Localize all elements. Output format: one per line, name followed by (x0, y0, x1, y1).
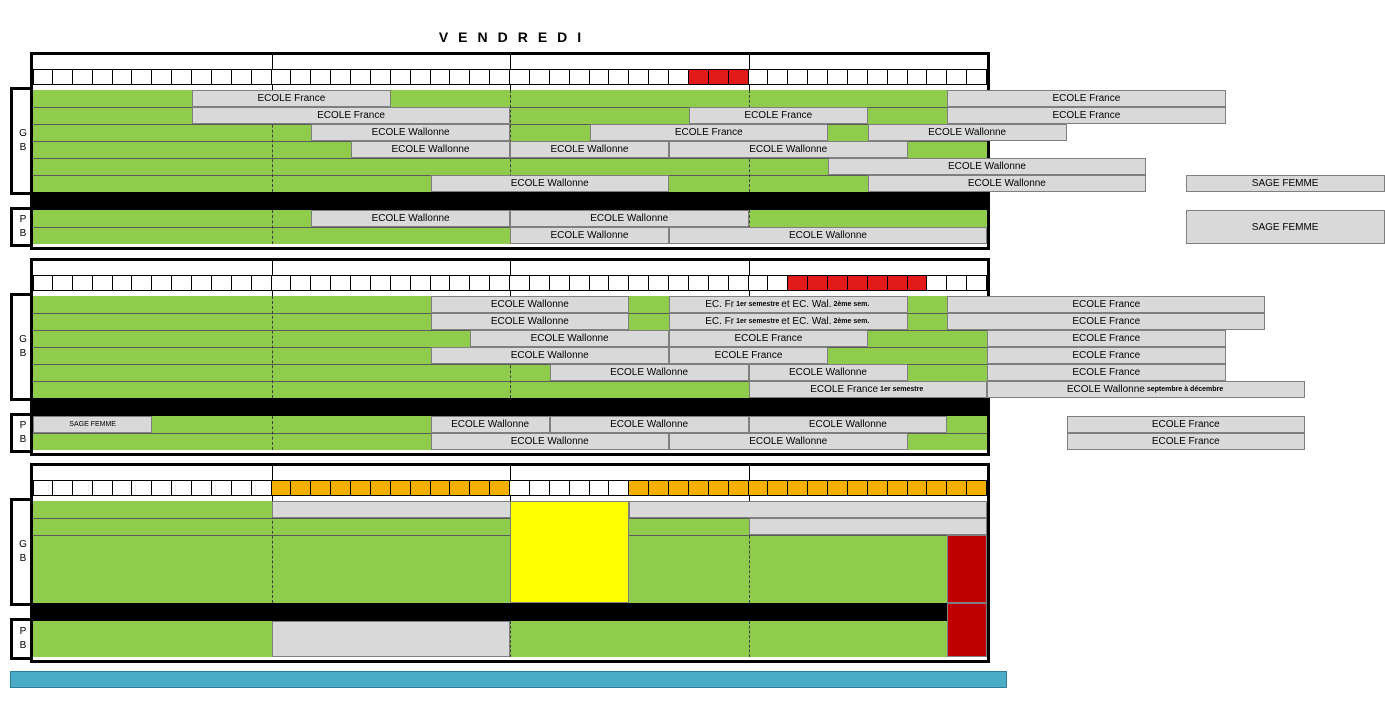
minute-tick (431, 275, 451, 291)
minute-tick (808, 275, 828, 291)
minute-tick (709, 480, 729, 496)
minute-tick (788, 69, 808, 85)
minute-tick (33, 275, 53, 291)
segment-text: ECOLE France (810, 384, 879, 395)
minute-tick (331, 69, 351, 85)
segment-text: et EC. Wal. (781, 299, 832, 310)
minute-tick (113, 275, 133, 291)
minute-tick (927, 275, 947, 291)
hour-label (33, 262, 272, 274)
side-letter: P (19, 214, 27, 225)
schedule-block: ECOLE Wallonne (828, 158, 1146, 175)
minute-tick (967, 480, 987, 496)
minute-tick (311, 275, 331, 291)
minute-tick (649, 480, 669, 496)
minute-tick (391, 480, 411, 496)
minute-tick (609, 275, 629, 291)
minute-tick (749, 480, 769, 496)
minute-tick (749, 69, 769, 85)
side-label-pb (10, 413, 33, 453)
minute-tick (351, 480, 371, 496)
minute-tick (788, 275, 808, 291)
minute-tick (152, 275, 172, 291)
schedule-block: ECOLE France (947, 107, 1225, 124)
minute-tick (848, 69, 868, 85)
side-letter: G (19, 128, 27, 139)
page-title: VENDREDI (438, 29, 592, 45)
minute-tick (888, 480, 908, 496)
hour-label (33, 56, 272, 68)
minute-tick (590, 275, 610, 291)
hour-label (272, 56, 511, 68)
hour-label (272, 467, 511, 479)
schedule-block: ECOLE France (987, 364, 1226, 381)
side-letter: B (19, 348, 27, 359)
minute-tick (729, 275, 749, 291)
minute-tick (490, 69, 510, 85)
schedule-block (749, 381, 988, 398)
minute-tick (490, 275, 510, 291)
minute-tick (609, 480, 629, 496)
minute-tick (768, 69, 788, 85)
minute-tick (152, 69, 172, 85)
hour-label (272, 262, 511, 274)
side-letter: G (19, 334, 27, 345)
schedule-block: ECOLE Wallonne (431, 347, 670, 364)
minute-tick (371, 275, 391, 291)
minute-tick (73, 480, 93, 496)
section-separator (30, 192, 990, 210)
minute-tick (311, 480, 331, 496)
minute-tick (33, 69, 53, 85)
schedule-block: ECOLE Wallonne (431, 416, 550, 433)
minute-tick (272, 275, 292, 291)
minute-tick (192, 69, 212, 85)
minute-tick (570, 480, 590, 496)
minute-tick (371, 69, 391, 85)
minute-tick (927, 480, 947, 496)
minute-tick (828, 275, 848, 291)
schedule-block: ECOLE Wallonne (431, 175, 670, 192)
minute-tick (450, 480, 470, 496)
segment-text: ECOLE Wallonne (1066, 384, 1145, 395)
schedule-block: ECOLE France (192, 107, 510, 124)
espadons-block (749, 518, 988, 535)
schedule-block: ECOLE Wallonne (470, 330, 669, 347)
minute-tick (331, 480, 351, 496)
minute-tick (689, 480, 709, 496)
schedule-block (669, 313, 908, 330)
hour-gridline (510, 621, 511, 657)
minute-tick (868, 480, 888, 496)
hour-label (749, 262, 988, 274)
side-letter: G (19, 539, 27, 550)
minute-tick (132, 275, 152, 291)
minute-tick (828, 69, 848, 85)
minute-tick (808, 69, 828, 85)
minute-tick (510, 275, 530, 291)
hour-label (749, 56, 988, 68)
minute-tick (530, 480, 550, 496)
minute-tick (709, 69, 729, 85)
minute-tick (927, 69, 947, 85)
minute-tick (749, 275, 769, 291)
schedule-block: ECOLE France (689, 107, 868, 124)
hour-gridline (272, 296, 273, 398)
schedule-block: ECOLE Wallonne (749, 364, 908, 381)
segment-text: EC. Fr (705, 299, 735, 310)
minute-tick (629, 275, 649, 291)
schedule-block: SAGE FEMME (1186, 210, 1385, 244)
minute-tick (669, 480, 689, 496)
espadons-block (629, 501, 987, 518)
minute-tick (291, 275, 311, 291)
hour-gridline (272, 210, 273, 244)
schedule-block: ECOLE Wallonne (510, 141, 669, 158)
minute-tick (868, 275, 888, 291)
minute-tick (530, 69, 550, 85)
minute-tick (947, 275, 967, 291)
schedule-block: ECOLE Wallonne (431, 433, 670, 450)
hour-label (33, 467, 272, 479)
schedule-block: ECOLE France (669, 330, 868, 347)
minute-tick (232, 480, 252, 496)
natation-block (272, 621, 511, 657)
schedule-block: ECOLE Wallonne (311, 210, 510, 227)
minute-tick (232, 69, 252, 85)
schedule-block: ECOLE Wallonne (868, 124, 1067, 141)
footer-note (10, 671, 1007, 688)
schedule-block: ECOLE Wallonne (431, 313, 630, 330)
minute-tick (609, 69, 629, 85)
minute-tick (550, 69, 570, 85)
schedule-block: ECOLE France (669, 347, 828, 364)
schedule-block: SAGE FEMME (33, 416, 152, 433)
segment-note: 2ème sem. (833, 318, 870, 325)
minute-tick (470, 480, 490, 496)
schedule-block: ECOLE Wallonne (669, 141, 908, 158)
hour-label (749, 467, 988, 479)
minute-tick (192, 275, 212, 291)
hour-gridline (749, 621, 750, 657)
minute-tick (908, 480, 928, 496)
side-label-pb (10, 618, 33, 660)
side-letter: B (19, 434, 27, 445)
segment-note: 2ème sem. (833, 301, 870, 308)
minute-tick (967, 69, 987, 85)
minute-tick (53, 69, 73, 85)
minute-tick (768, 275, 788, 291)
segment-note: 1er semestre (880, 386, 924, 393)
minute-tick (848, 275, 868, 291)
minute-tick (431, 69, 451, 85)
minute-tick (172, 69, 192, 85)
hour-label (510, 56, 749, 68)
minute-tick (371, 480, 391, 496)
minute-tick (470, 69, 490, 85)
minute-tick (132, 480, 152, 496)
minute-tick (73, 69, 93, 85)
minute-tick (530, 275, 550, 291)
minute-tick (252, 275, 272, 291)
minute-tick (490, 480, 510, 496)
schedule-block: ECOLE France (590, 124, 829, 141)
segment-text: et EC. Wal. (781, 316, 832, 327)
schedule-block: ECOLE France (1067, 416, 1306, 433)
minute-tick (888, 69, 908, 85)
minute-tick (192, 480, 212, 496)
vagues-block (510, 501, 629, 603)
minute-tick (93, 69, 113, 85)
side-label-gb (10, 293, 33, 401)
schedule-block: ECOLE Wallonne (669, 227, 987, 244)
schedule-block: ECOLE Wallonne (351, 141, 510, 158)
schedule-block: ECOLE Wallonne (669, 433, 908, 450)
minute-tick (431, 480, 451, 496)
minute-tick (291, 480, 311, 496)
reserved-block (947, 535, 987, 603)
minute-tick (331, 275, 351, 291)
minute-tick (152, 480, 172, 496)
segment-text: EC. Fr (705, 316, 735, 327)
minute-tick (908, 275, 928, 291)
minute-tick (788, 480, 808, 496)
hour-label (510, 262, 749, 274)
schedule-block (987, 381, 1305, 398)
minute-tick (291, 69, 311, 85)
minute-tick (272, 69, 292, 85)
minute-tick (411, 480, 431, 496)
schedule-block: ECOLE Wallonne (550, 364, 749, 381)
minute-tick (172, 480, 192, 496)
schedule-block: SAGE FEMME (1186, 175, 1385, 192)
hour-gridline (272, 416, 273, 450)
minute-tick (272, 480, 292, 496)
minute-tick (908, 69, 928, 85)
minute-tick (252, 480, 272, 496)
minute-tick (629, 69, 649, 85)
schedule-block: ECOLE France (192, 90, 391, 107)
minute-tick (590, 69, 610, 85)
minute-tick (391, 275, 411, 291)
schedule-block: ECOLE France (947, 313, 1265, 330)
minute-tick (510, 69, 530, 85)
minute-tick (848, 480, 868, 496)
minute-tick (450, 275, 470, 291)
minute-tick (629, 480, 649, 496)
segment-note: 1er semestre (736, 301, 780, 308)
minute-tick (729, 69, 749, 85)
segment-note: septembre à décembre (1146, 386, 1224, 393)
side-letter: P (19, 420, 27, 431)
minute-tick (967, 275, 987, 291)
minute-tick (649, 275, 669, 291)
minute-tick (311, 69, 331, 85)
minute-tick (590, 480, 610, 496)
schedule-block: ECOLE France (1067, 433, 1306, 450)
schedule-block: ECOLE Wallonne (510, 210, 749, 227)
minute-tick (113, 69, 133, 85)
minute-tick (669, 275, 689, 291)
section-separator (30, 398, 990, 416)
schedule-block: ECOLE Wallonne (510, 227, 669, 244)
minute-tick (450, 69, 470, 85)
side-letter: P (19, 626, 27, 637)
minute-tick (689, 69, 709, 85)
schedule-block (669, 296, 908, 313)
section-separator (30, 603, 990, 621)
schedule-block: ECOLE France (947, 90, 1225, 107)
minute-tick (709, 275, 729, 291)
minute-tick (808, 480, 828, 496)
minute-tick (132, 69, 152, 85)
minute-tick (411, 275, 431, 291)
minute-tick (510, 480, 530, 496)
minute-tick (172, 275, 192, 291)
minute-tick (947, 480, 967, 496)
minute-tick (53, 275, 73, 291)
schedule-block: ECOLE France (987, 347, 1226, 364)
minute-tick (351, 69, 371, 85)
minute-tick (570, 275, 590, 291)
minute-tick (212, 275, 232, 291)
minute-tick (411, 69, 431, 85)
minute-tick (391, 69, 411, 85)
minute-tick (947, 69, 967, 85)
minute-tick (93, 275, 113, 291)
side-label-pb (10, 207, 33, 247)
minute-tick (868, 69, 888, 85)
minute-tick (669, 69, 689, 85)
side-letter: B (19, 228, 27, 239)
hour-label (510, 467, 749, 479)
minute-tick (113, 480, 133, 496)
minute-tick (768, 480, 788, 496)
side-letter: B (19, 553, 27, 564)
minute-tick (888, 275, 908, 291)
schedule-block: ECOLE France (947, 296, 1265, 313)
minute-tick (470, 275, 490, 291)
side-letter: B (19, 142, 27, 153)
schedule-block: ECOLE Wallonne (868, 175, 1146, 192)
minute-tick (689, 275, 709, 291)
schedule-block: ECOLE France (987, 330, 1226, 347)
minute-tick (649, 69, 669, 85)
minute-tick (73, 275, 93, 291)
minute-tick (53, 480, 73, 496)
reserved-block (947, 603, 987, 657)
minute-tick (252, 69, 272, 85)
minute-tick (570, 69, 590, 85)
side-label-gb (10, 498, 33, 606)
minute-tick (729, 480, 749, 496)
minute-tick (550, 480, 570, 496)
minute-tick (212, 69, 232, 85)
minute-tick (232, 275, 252, 291)
minute-tick (212, 480, 232, 496)
minute-tick (828, 480, 848, 496)
minute-tick (93, 480, 113, 496)
minute-tick (351, 275, 371, 291)
minute-tick (33, 480, 53, 496)
segment-note: 1er semestre (736, 318, 780, 325)
schedule-block: ECOLE Wallonne (311, 124, 510, 141)
schedule-block: ECOLE Wallonne (431, 296, 630, 313)
schedule-block: ECOLE Wallonne (749, 416, 948, 433)
side-label-gb (10, 87, 33, 195)
schedule-block: ECOLE Wallonne (550, 416, 749, 433)
minute-tick (550, 275, 570, 291)
side-letter: B (19, 640, 27, 651)
